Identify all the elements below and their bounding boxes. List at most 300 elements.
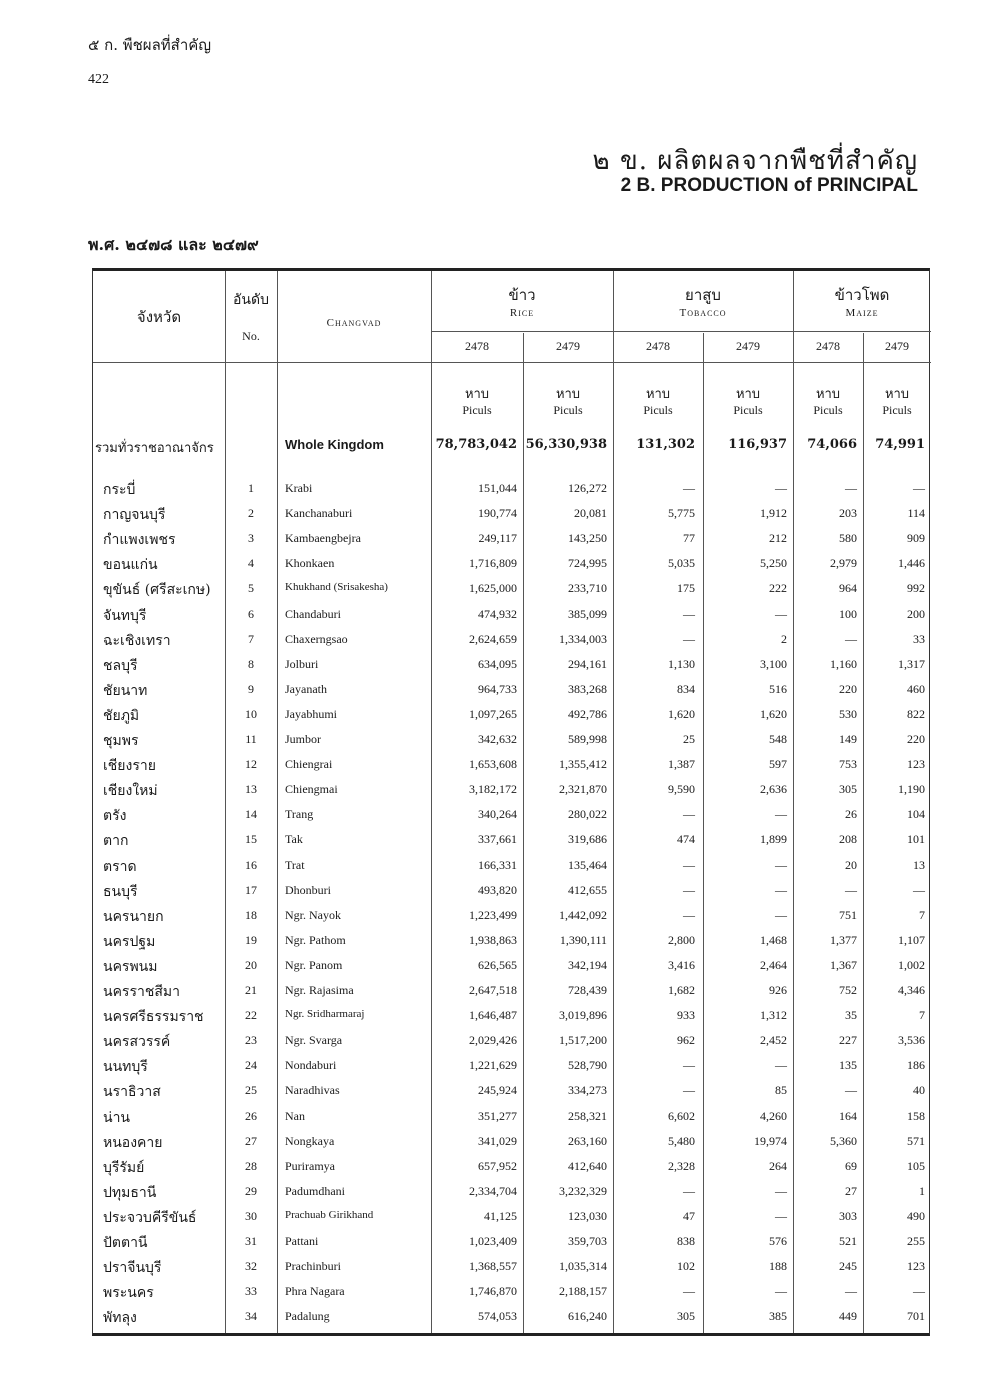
unit-en: Piculs: [882, 403, 912, 417]
cell-rice-2478: 41,125: [484, 1208, 517, 1223]
province-name-en: Ngr. Rajasima: [285, 983, 354, 997]
province-name-en: Tak: [285, 832, 303, 847]
unit-en: Piculs: [462, 403, 492, 417]
cell-rice-2478: 493,820: [478, 882, 517, 897]
province-rank: 7: [248, 631, 254, 646]
header-changvad: Changvad: [326, 317, 382, 329]
cell-rice-2478: 249,117: [478, 531, 517, 546]
province-name-th: บุรีรัมย์: [103, 1159, 145, 1176]
cell-tobacco-2478: 5,775: [668, 506, 695, 521]
cell-tobacco-2479: 2: [781, 631, 787, 646]
cell-rice-2478: 1,646,487: [469, 1008, 517, 1023]
province-name-th: ประจวบคีรีขันธ์: [103, 1209, 197, 1226]
cell-tobacco-2478: 25: [683, 732, 695, 746]
province-name-en: Pattani: [285, 1234, 319, 1248]
province-name-th: นครราชสีมา: [103, 984, 180, 1000]
province-name-th: พัทลุง: [103, 1310, 137, 1327]
title-thai: ๒ ข. ผลิตผลจากพืชที่สำคัญ: [592, 146, 918, 176]
table-row: [93, 1230, 931, 1254]
header-maize-th: ข้าวโพด: [834, 286, 890, 304]
province-rank: 30: [245, 1208, 257, 1223]
province-name-en: Kanchanaburi: [285, 506, 353, 521]
cell-maize-2478: 27: [845, 1183, 857, 1198]
province-name-th: นครสวรรค์: [103, 1034, 171, 1051]
cell-rice-2478: 474,932: [478, 606, 517, 621]
province-name-en: Trang: [285, 807, 314, 822]
header-tobacco-th: ยาสูบ: [685, 286, 721, 304]
cell-maize-2479: 13: [913, 857, 925, 872]
total-name-en: Whole Kingdom: [285, 437, 384, 452]
province-name-th: ปราจีนบุรี: [103, 1260, 162, 1277]
province-rank: 15: [245, 832, 257, 847]
cell-maize-2479: 33: [913, 631, 925, 646]
cell-maize-2478: 203: [839, 506, 857, 521]
table-row: [93, 477, 931, 501]
province-rank: 13: [245, 782, 257, 797]
cell-rice-2478: 634,095: [478, 656, 517, 671]
cell-maize-2479: 1,002: [898, 957, 925, 972]
province-name-th: นครนายก: [103, 908, 164, 925]
unit-en: Piculs: [553, 403, 583, 417]
province-name-en: Prachinburi: [285, 1259, 341, 1274]
province-name-th: กำแพงเพชร: [103, 532, 176, 549]
cell-maize-2479: 255: [907, 1234, 925, 1248]
cell-maize-2478: 752: [839, 983, 857, 997]
province-rank: 5: [248, 581, 254, 596]
cell-maize-2479: 1,190: [898, 782, 925, 797]
province-name-th: ตรัง: [103, 808, 127, 825]
cell-tobacco-2479: 19,974: [754, 1133, 787, 1148]
page-number: 422: [88, 72, 109, 87]
cell-rice-2478: 351,277: [478, 1108, 517, 1123]
table-row: [93, 753, 931, 777]
production-table: [92, 268, 930, 1336]
cell-rice-2479: 3,019,896: [559, 1008, 607, 1023]
year-rice-2479: 2479: [556, 339, 580, 353]
cell-maize-2478: 245: [839, 1259, 857, 1274]
unit-th: หาบ: [555, 387, 581, 402]
cell-maize-2478: 303: [839, 1208, 857, 1223]
cell-maize-2479: 220: [907, 732, 925, 746]
cell-maize-2478: 26: [845, 807, 857, 822]
cell-maize-2479: 1,317: [898, 656, 925, 671]
cell-rice-2479: 728,439: [568, 983, 607, 997]
cell-maize-2479: —: [913, 1284, 925, 1299]
province-rank: 29: [245, 1183, 257, 1198]
cell-rice-2479: 319,686: [568, 832, 607, 847]
cell-rice-2479: 528,790: [568, 1058, 607, 1073]
cell-tobacco-2478: 1,387: [668, 757, 695, 772]
province-name-th: ปัตตานี: [103, 1235, 148, 1251]
cell-rice-2478: 3,182,172: [469, 782, 517, 797]
cell-tobacco-2478: 1,682: [668, 983, 695, 997]
table-row: [93, 929, 931, 953]
unit-en: Piculs: [733, 403, 763, 417]
table-row: [93, 854, 931, 878]
total-tobacco-2479: 116,937: [728, 437, 787, 452]
province-name-th: ตาก: [103, 833, 129, 850]
cell-tobacco-2479: —: [775, 857, 787, 872]
province-rank: 20: [245, 957, 257, 972]
cell-rice-2478: 1,097,265: [469, 706, 517, 721]
table-row: [93, 1004, 931, 1028]
unit-th: หาบ: [645, 387, 671, 402]
province-rank: 28: [245, 1158, 257, 1173]
cell-maize-2478: 305: [839, 782, 857, 797]
cell-tobacco-2478: 175: [677, 581, 695, 596]
province-name-th: นราธิวาส: [103, 1084, 161, 1101]
province-name-th: ชลบุรี: [103, 657, 138, 674]
cell-rice-2478: 190,774: [478, 506, 517, 521]
province-name-th: ชัยนาท: [103, 682, 148, 699]
cell-tobacco-2478: 305: [677, 1309, 695, 1324]
province-name-th: นครปฐม: [103, 933, 156, 950]
cell-maize-2479: 701: [907, 1309, 925, 1324]
unit-th: หาบ: [464, 387, 490, 402]
province-rank: 4: [248, 556, 254, 571]
cell-maize-2478: —: [845, 1083, 857, 1098]
cell-rice-2479: 412,640: [568, 1158, 607, 1173]
table-row: [93, 577, 931, 601]
cell-maize-2478: 964: [839, 581, 857, 596]
cell-tobacco-2479: 2,464: [760, 957, 787, 972]
cell-maize-2478: 208: [839, 832, 857, 847]
cell-maize-2479: 105: [907, 1158, 925, 1173]
cell-maize-2478: 521: [839, 1234, 857, 1248]
cell-maize-2479: 3,536: [898, 1033, 925, 1048]
province-name-en: Padumdhani: [285, 1183, 345, 1198]
cell-maize-2479: 571: [907, 1133, 925, 1148]
cell-tobacco-2479: 516: [769, 681, 787, 696]
cell-tobacco-2479: 548: [769, 732, 787, 746]
cell-maize-2479: 158: [907, 1108, 925, 1123]
header-rank-en: No.: [242, 329, 260, 343]
table-row: [93, 954, 931, 978]
cell-maize-2479: 200: [907, 606, 925, 621]
cell-maize-2479: 992: [907, 581, 925, 596]
province-name-en: Ngr. Pathom: [285, 932, 346, 947]
cell-tobacco-2478: 933: [677, 1008, 695, 1023]
cell-rice-2478: 2,624,659: [469, 631, 517, 646]
cell-maize-2479: 123: [907, 757, 925, 772]
total-maize-2479: 74,991: [875, 437, 925, 452]
cell-tobacco-2479: 1,468: [760, 932, 787, 947]
cell-rice-2479: 589,998: [568, 732, 607, 746]
cell-rice-2478: 166,331: [478, 857, 517, 872]
header-rule: [431, 331, 931, 332]
cell-rice-2479: 1,355,412: [559, 757, 607, 772]
cell-tobacco-2478: —: [683, 606, 695, 621]
header-rule: [93, 362, 931, 363]
cell-tobacco-2479: —: [775, 807, 787, 822]
table-row: [93, 1280, 931, 1304]
cell-tobacco-2479: —: [775, 907, 787, 922]
province-rank: 14: [245, 807, 257, 822]
table-row: [93, 728, 931, 752]
province-name-th: พระนคร: [103, 1285, 154, 1302]
province-rank: 22: [245, 1008, 257, 1023]
cell-tobacco-2478: 2,800: [668, 932, 695, 947]
cell-tobacco-2478: 3,416: [668, 957, 695, 972]
province-rank: 18: [245, 907, 257, 922]
cell-rice-2478: 342,632: [478, 732, 517, 746]
province-name-en: Prachuab Girikhand: [285, 1208, 374, 1221]
cell-rice-2478: 1,653,608: [469, 757, 517, 772]
province-name-th: ตราด: [103, 858, 137, 875]
province-name-en: Ngr. Nayok: [285, 907, 341, 922]
cell-maize-2478: 149: [839, 732, 857, 746]
cell-tobacco-2479: —: [775, 1208, 787, 1223]
table-row: [93, 678, 931, 702]
cell-rice-2478: 1,625,000: [469, 581, 517, 596]
cell-rice-2478: 964,733: [478, 681, 517, 696]
cell-tobacco-2478: 474: [677, 832, 695, 847]
cell-rice-2479: 1,442,092: [559, 907, 607, 922]
cell-tobacco-2479: 222: [769, 581, 787, 596]
total-name-th: รวมทั่วราชอาณาจักร: [95, 441, 214, 456]
cell-rice-2478: 1,223,499: [469, 907, 517, 922]
cell-tobacco-2478: —: [683, 1284, 695, 1299]
cell-tobacco-2479: 212: [769, 531, 787, 546]
year-rice-2478: 2478: [465, 339, 489, 353]
cell-tobacco-2479: —: [775, 1284, 787, 1299]
table-row: [93, 803, 931, 827]
cell-rice-2478: 1,716,809: [469, 556, 517, 571]
cell-maize-2479: 1,446: [898, 556, 925, 571]
table-row: [93, 1029, 931, 1053]
cell-rice-2478: 2,647,518: [469, 983, 517, 997]
cell-tobacco-2478: 1,130: [668, 656, 695, 671]
cell-tobacco-2479: 3,100: [760, 656, 787, 671]
year-maize-2479: 2479: [885, 339, 909, 353]
cell-tobacco-2478: —: [683, 631, 695, 646]
cell-tobacco-2478: 838: [677, 1234, 695, 1248]
province-rank: 17: [245, 882, 257, 897]
cell-rice-2478: 574,053: [478, 1309, 517, 1324]
cell-maize-2478: —: [845, 631, 857, 646]
cell-rice-2478: 1,746,870: [469, 1284, 517, 1299]
province-rank: 33: [245, 1284, 257, 1299]
cell-tobacco-2478: —: [683, 481, 695, 495]
cell-tobacco-2479: 188: [769, 1259, 787, 1274]
province-name-en: Jayabhumi: [285, 706, 337, 721]
cell-tobacco-2479: 85: [775, 1083, 787, 1098]
table-row: [93, 828, 931, 852]
province-name-th: หนองคาย: [103, 1134, 163, 1151]
cell-rice-2478: 626,565: [478, 957, 517, 972]
cell-rice-2479: 492,786: [568, 706, 607, 721]
cell-rice-2479: 135,464: [568, 857, 607, 872]
total-maize-2478: 74,066: [807, 437, 857, 452]
province-name-en: Chiengrai: [285, 757, 333, 772]
province-name-th: ธนบุรี: [103, 883, 138, 900]
unit-th: หาบ: [884, 387, 910, 402]
province-rank: 3: [248, 531, 254, 546]
cell-maize-2479: 101: [907, 832, 925, 847]
cell-rice-2478: 245,924: [478, 1083, 517, 1098]
year-maize-2478: 2478: [816, 339, 840, 353]
cell-rice-2478: 657,952: [478, 1158, 517, 1173]
province-rank: 10: [245, 706, 257, 721]
province-name-en: Chiengmai: [285, 782, 338, 797]
cell-maize-2478: 1,367: [830, 957, 857, 972]
cell-rice-2478: 340,264: [478, 807, 517, 822]
province-name-th: นครศรีธรรมราช: [103, 1009, 204, 1026]
province-name-th: นนทบุรี: [103, 1059, 148, 1076]
province-name-en: Chandaburi: [285, 606, 341, 621]
cell-maize-2478: 100: [839, 606, 857, 621]
cell-rice-2478: 2,334,704: [469, 1183, 517, 1198]
province-name-en: Kambaengbejra: [285, 531, 361, 546]
cell-maize-2479: 1: [919, 1183, 925, 1198]
cell-maize-2479: 490: [907, 1208, 925, 1223]
province-rank: 19: [245, 932, 257, 947]
cell-rice-2479: 20,081: [574, 506, 607, 521]
cell-maize-2478: 220: [839, 681, 857, 696]
province-name-th: ชุมพร: [103, 733, 139, 749]
province-name-en: Jumbor: [285, 732, 321, 746]
cell-tobacco-2478: 834: [677, 681, 695, 696]
cell-rice-2479: 383,268: [568, 681, 607, 696]
cell-maize-2478: 753: [839, 757, 857, 772]
cell-maize-2478: 1,160: [830, 656, 857, 671]
province-name-en: Dhonburi: [285, 882, 331, 897]
province-name-en: Puriramya: [285, 1158, 335, 1173]
cell-tobacco-2478: —: [683, 857, 695, 872]
province-rank: 23: [245, 1033, 257, 1048]
table-row: [93, 1180, 931, 1204]
title-english: 2 B. PRODUCTION of PRINCIPAL: [620, 175, 918, 196]
cell-maize-2479: 40: [913, 1083, 925, 1098]
cell-tobacco-2479: 2,452: [760, 1033, 787, 1048]
cell-maize-2478: 5,360: [830, 1133, 857, 1148]
province-name-en: Trat: [285, 857, 305, 872]
total-rice-2479: 56,330,938: [525, 437, 607, 452]
cell-rice-2479: 1,334,003: [559, 631, 607, 646]
cell-rice-2478: 341,029: [478, 1133, 517, 1148]
cell-rice-2479: 724,995: [568, 556, 607, 571]
cell-maize-2479: 186: [907, 1058, 925, 1073]
cell-rice-2479: 258,321: [568, 1108, 607, 1123]
table-row: [93, 527, 931, 551]
cell-rice-2479: 294,161: [568, 656, 607, 671]
cell-tobacco-2479: 597: [769, 757, 787, 772]
cell-maize-2479: 4,346: [898, 983, 925, 997]
cell-rice-2479: 1,035,314: [559, 1259, 607, 1274]
cell-tobacco-2478: 962: [677, 1033, 695, 1048]
year-tobacco-2479: 2479: [736, 339, 760, 353]
province-rank: 27: [245, 1133, 257, 1148]
cell-tobacco-2478: —: [683, 882, 695, 897]
cell-tobacco-2479: 5,250: [760, 556, 787, 571]
cell-tobacco-2479: 385: [769, 1309, 787, 1324]
table-row: [93, 1305, 931, 1329]
cell-rice-2479: 280,022: [568, 807, 607, 822]
cell-rice-2478: 1,221,629: [469, 1058, 517, 1073]
cell-maize-2479: 460: [907, 681, 925, 696]
cell-maize-2478: —: [845, 882, 857, 897]
cell-rice-2479: 385,099: [568, 606, 607, 621]
header-maize-en: Maize: [845, 307, 879, 319]
cell-tobacco-2478: —: [683, 1058, 695, 1073]
table-row: [93, 1130, 931, 1154]
cell-maize-2478: 530: [839, 706, 857, 721]
cell-tobacco-2478: 5,035: [668, 556, 695, 571]
province-rank: 21: [245, 983, 257, 997]
header-rice-en: Rice: [509, 307, 535, 319]
table-row: [93, 904, 931, 928]
cell-maize-2479: 7: [919, 1008, 925, 1023]
province-name-en: Ngr. Svarga: [285, 1033, 343, 1048]
cell-tobacco-2479: 2,636: [760, 782, 787, 797]
cell-rice-2479: 616,240: [568, 1309, 607, 1324]
cell-tobacco-2478: 1,620: [668, 706, 695, 721]
province-rank: 2: [248, 506, 254, 521]
province-name-th: กระบี่: [103, 482, 136, 498]
cell-rice-2479: 123,030: [568, 1208, 607, 1223]
header-province: จังหวัด: [136, 308, 182, 326]
cell-tobacco-2479: —: [775, 1058, 787, 1073]
cell-maize-2479: 1,107: [898, 932, 925, 947]
table-row: [93, 603, 931, 627]
cell-rice-2478: 1,368,557: [469, 1259, 517, 1274]
cell-maize-2479: 909: [907, 531, 925, 546]
cell-tobacco-2479: 4,260: [760, 1108, 787, 1123]
cell-rice-2479: 1,390,111: [559, 932, 607, 947]
province-rank: 11: [245, 732, 257, 746]
cell-rice-2479: 334,273: [568, 1083, 607, 1098]
cell-tobacco-2478: 47: [683, 1208, 695, 1223]
table-row: [93, 1054, 931, 1078]
province-rank: 34: [245, 1309, 257, 1324]
cell-rice-2479: 233,710: [568, 581, 607, 596]
table-row: [93, 1105, 931, 1129]
cell-rice-2479: 263,160: [568, 1133, 607, 1148]
cell-tobacco-2478: —: [683, 1183, 695, 1198]
header-rice-th: ข้าว: [508, 286, 536, 304]
cell-maize-2478: 2,979: [830, 556, 857, 571]
cell-rice-2478: 1,023,409: [469, 1234, 517, 1248]
total-row: [93, 437, 931, 459]
cell-tobacco-2479: 1,620: [760, 706, 787, 721]
cell-maize-2478: —: [845, 1284, 857, 1299]
cell-tobacco-2479: —: [775, 606, 787, 621]
province-name-th: ปทุมธานี: [103, 1184, 157, 1201]
table-row: [93, 1255, 931, 1279]
table-row: [93, 703, 931, 727]
province-name-en: Khukhand (Srisakesha): [285, 581, 388, 594]
province-rank: 26: [245, 1108, 257, 1123]
table-row: [93, 1155, 931, 1179]
cell-maize-2479: 7: [919, 907, 925, 922]
cell-tobacco-2479: 926: [769, 983, 787, 997]
province-name-en: Ngr. Panom: [285, 957, 343, 972]
cell-maize-2478: 35: [845, 1008, 857, 1023]
province-name-en: Ngr. Sridharmaraj: [285, 1008, 365, 1021]
years-label: พ.ศ. ๒๔๗๘ และ ๒๔๗๙: [88, 235, 259, 254]
province-rank: 32: [245, 1259, 257, 1274]
cell-tobacco-2478: 102: [677, 1259, 695, 1274]
province-name-en: Naradhivas: [285, 1083, 340, 1098]
cell-tobacco-2478: 6,602: [668, 1108, 695, 1123]
cell-tobacco-2479: 576: [769, 1234, 787, 1248]
table-row: [93, 653, 931, 677]
cell-tobacco-2479: 1,899: [760, 832, 787, 847]
cell-tobacco-2478: 77: [683, 531, 695, 546]
cell-maize-2478: 135: [839, 1058, 857, 1073]
table-row: [93, 552, 931, 576]
province-name-en: Jayanath: [285, 681, 327, 696]
